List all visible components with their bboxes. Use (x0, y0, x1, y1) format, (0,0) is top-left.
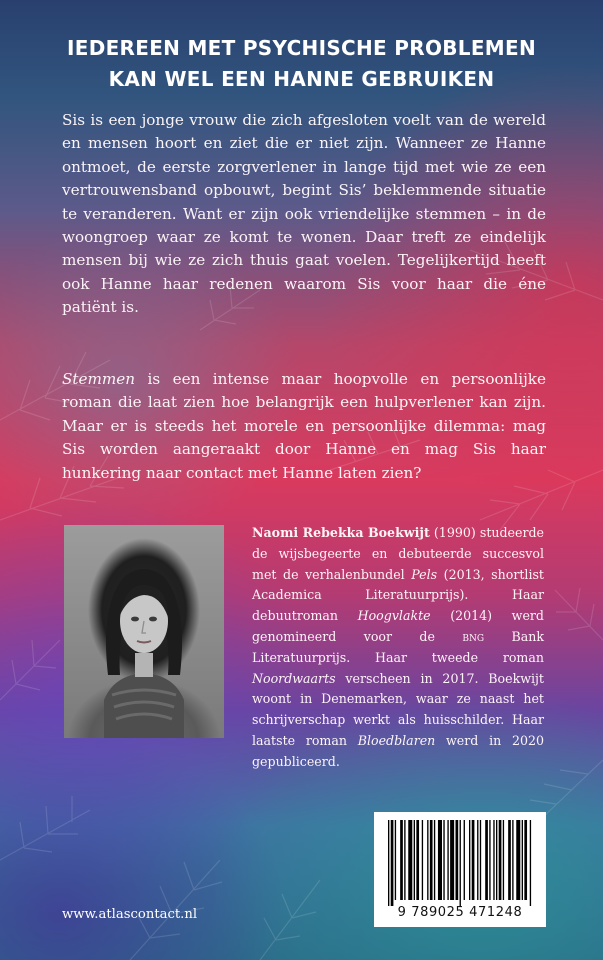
barcode-bar (460, 820, 461, 906)
book-title-stemmen: Stemmen (62, 370, 136, 388)
barcode-bar (472, 820, 475, 900)
barcode-bar (400, 820, 403, 900)
barcode-bar (508, 820, 511, 900)
barcode-bar (464, 820, 465, 900)
barcode-bar (414, 820, 415, 900)
barcode (374, 812, 546, 927)
barcode-bar (496, 820, 497, 900)
barcode-bar (503, 820, 504, 900)
barcode-bar (493, 820, 494, 900)
barcode-bar (391, 820, 394, 906)
barcode-bar (427, 820, 428, 900)
book-title-noordwaarts: Noordwaarts (252, 670, 336, 686)
barcode-bar (422, 820, 423, 900)
barcode-bar (477, 820, 478, 900)
author-bio-text-2: (2013, shortlist Academica Literatuurprijs). Haar debuutroman (252, 566, 544, 624)
headline-line-2: KAN WEL EEN HANNE GEBRUIKEN (108, 67, 495, 91)
isbn-number: 9 789025 471248 (397, 905, 523, 920)
barcode-bars (374, 812, 546, 907)
barcode-bar (530, 820, 531, 906)
author-portrait-illustration (64, 525, 224, 738)
barcode-bar (443, 820, 444, 900)
author-name: Naomi Rebekka Boekwijt (252, 525, 430, 540)
book-title-hoogvlakte: Hoogvlakte (357, 608, 431, 624)
blurb-paragraph-2-text: is een intense maar hoopvolle en persoonlijke roman die laat zien hoe belangrijk een hulpverlener kan zijn. Maar er is steeds het morele en persoonlijke dilemma: mag Sis worden aangeraakt door Hanne en mag Sis haar hunkering naar contact met Hanne laten zien? (62, 370, 546, 482)
author-bio (252, 523, 544, 773)
barcode-bar (524, 820, 527, 900)
barcode-bar (430, 820, 433, 900)
author-photo (64, 525, 224, 738)
book-title-bloedblaren: Bloedblaren (357, 732, 436, 748)
blurb-paragraph-1: Sis is een jonge vrouw die zich afgesloten voelt van de wereld en mensen hoort en ziet die er niet zijn. Wanneer ze Hanne ontmoet, de eerste zorgverlener in lange tijd met wie ze een vertrouwensband opbouwt, begint Sis’ beklemmende situatie te veranderen. Want er zijn ook vriendelijke stemmen – in de woongroep waar ze komt te wonen. Daar treft ze eindelijk mensen bij wie ze zich thuis gaat voelen. Tegelijkertijd heeft ook Hanne haar redenen waarom Sis voor haar die éne patiënt is. (62, 111, 546, 317)
barcode-bar (416, 820, 419, 900)
book-title-pels: Pels (411, 566, 438, 582)
barcode-bar (480, 820, 481, 900)
headline-line-1: IEDEREEN MET PSYCHISCHE PROBLEMEN (66, 36, 536, 60)
author-bio-text-1: (1990) studeerde de wijsbegeerte en debuteerde succesvol met de verhalenbundel (252, 525, 544, 582)
barcode-bar (516, 820, 520, 900)
barcode-bar (408, 820, 412, 900)
barcode-bar (395, 820, 396, 900)
barcode-bar (499, 820, 502, 900)
barcode-bar (388, 820, 389, 906)
barcode-bar (522, 820, 523, 900)
barcode-bar (485, 820, 488, 900)
barcode-bar (469, 820, 470, 900)
author-bio-text-6: werd in 2020 gepubliceerd. (252, 732, 544, 769)
author-bio-text-4: Bank Literatuurprijs. Haar tweede roman (252, 628, 544, 665)
publisher-website: www.atlascontact.nl (62, 907, 198, 922)
blurb-paragraph-2 (62, 368, 546, 485)
bng-smallcaps: bng (462, 628, 485, 644)
author-bio-text-5: verscheen in 2017. Boekwijt woont in Denemarken, waar ze naast het schrijverschap werkt als huisschilder. Haar laatste roman (252, 670, 544, 748)
barcode-bar (434, 820, 435, 900)
barcode-bar (404, 820, 405, 900)
barcode-bar (450, 820, 454, 900)
barcode-bar (489, 820, 490, 900)
barcode-bar (456, 820, 459, 900)
barcode-bar (438, 820, 442, 900)
author-bio-text-3: (2014) werd genomineerd voor de (252, 608, 544, 644)
headline (0, 33, 603, 95)
barcode-bar (512, 820, 513, 900)
barcode-bar (447, 820, 448, 900)
